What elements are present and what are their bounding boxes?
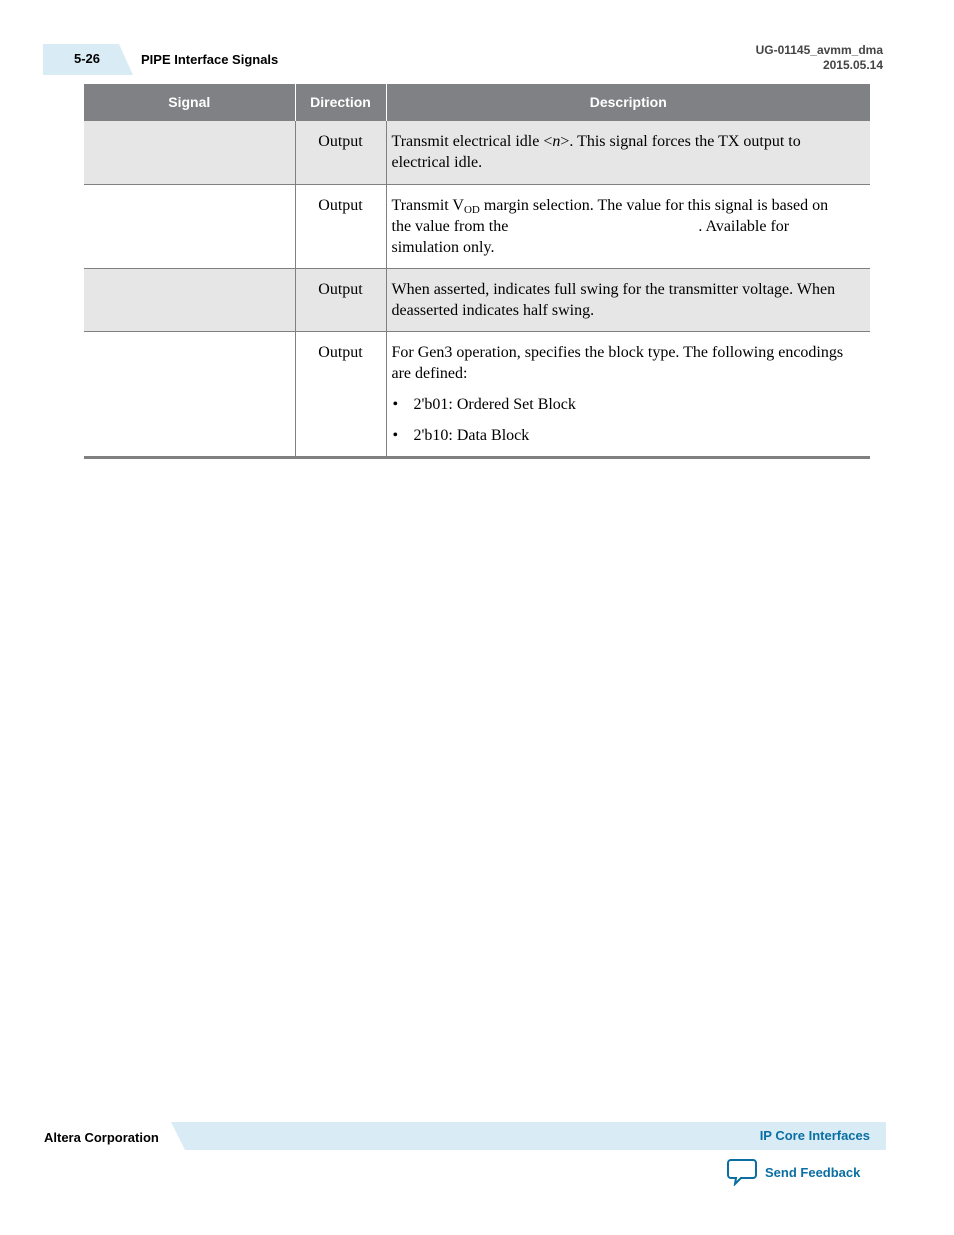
- signal-cell: [84, 184, 295, 268]
- list-item: • 2'b01: Ordered Set Block: [392, 394, 851, 415]
- direction-cell: Output: [295, 121, 386, 184]
- description-subscript: OD: [463, 203, 480, 216]
- table-row: [84, 184, 870, 268]
- doc-date: 2015.05.14: [822, 58, 883, 72]
- doc-id: UG-01145_avmm_dma: [755, 43, 883, 57]
- doc-info: [756, 43, 883, 73]
- signal-cell: [84, 121, 295, 184]
- direction-cell: Output: [295, 184, 386, 268]
- description-cell: [386, 121, 870, 184]
- description-cell: When asserted, indicates full swing for the transmitter voltage. When deasserted indicates half swing.: [386, 268, 870, 331]
- description-cell: [386, 184, 870, 268]
- encoding-list: [392, 394, 851, 446]
- speech-bubble-icon: [727, 1158, 757, 1186]
- column-header-direction: Direction: [295, 84, 386, 121]
- list-item: • 2'b10: Data Block: [392, 425, 851, 446]
- column-header-description: Description: [386, 84, 870, 121]
- description-text: For Gen3 operation, specifies the block type. The following encodings are defined:: [391, 343, 844, 382]
- description-italic: n: [552, 133, 561, 150]
- description-cell: [386, 331, 870, 457]
- description-text: >. This signal forces the TX output to electrical idle.: [391, 133, 801, 171]
- pipe-signals-table: [84, 84, 870, 459]
- company-name: Altera Corporation: [44, 1130, 159, 1145]
- signal-cell: [84, 331, 295, 457]
- table-row: [84, 121, 870, 184]
- description-text: Transmit V: [391, 196, 464, 214]
- page-number: 5-26: [74, 51, 101, 66]
- table-header-row: [84, 84, 870, 121]
- table-row: [84, 268, 870, 331]
- send-feedback-label: Send Feedback: [765, 1164, 861, 1180]
- signal-cell: [84, 268, 295, 331]
- section-title: PIPE Interface Signals: [141, 52, 279, 67]
- send-feedback-link[interactable]: [727, 1158, 860, 1186]
- table-row: [84, 331, 870, 457]
- description-text: Transmit electrical idle <: [391, 133, 553, 150]
- direction-cell: Output: [295, 331, 386, 457]
- footer-section-link[interactable]: IP Core Interfaces: [759, 1128, 870, 1143]
- column-header-signal: Signal: [84, 84, 295, 121]
- direction-cell: Output: [295, 268, 386, 331]
- description-text: margin selection. The value for this signal is based on the value from the: [391, 196, 829, 235]
- description-text: . Available for simulation only.: [391, 217, 790, 256]
